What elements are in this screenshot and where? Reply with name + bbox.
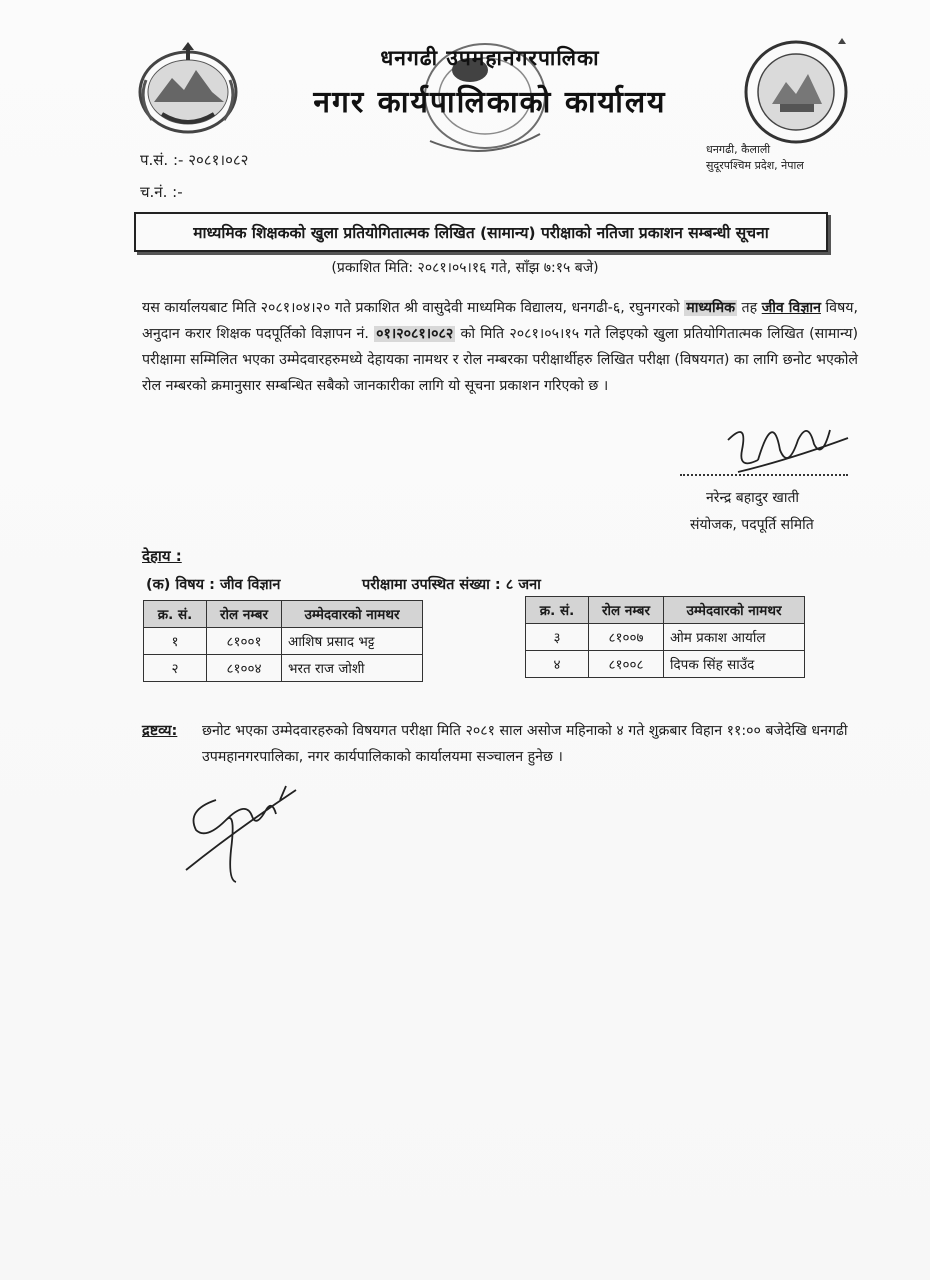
present-count: परीक्षामा उपस्थित संख्या : ८ जना — [362, 577, 541, 593]
body-text-1: यस कार्यालयबाट मिति २०८१।०४।२० गते प्रकाशित श्री वासुदेवी माध्यमिक विद्यालय, धनगढी-६, रघुनगरको — [142, 300, 685, 316]
table-header-row — [526, 597, 805, 624]
note-text: छनोट भएका उम्मेदवारहरुको विषयगत परीक्षा मिति २०८१ साल असोज महिनाको ४ गते शुक्रबार विहान ११:०० बजेदेखि धनगढी उपमहानगरपालिका, नगर कार्यपालिकाको कार्यालयमा सञ्चालन हुनेछ । — [202, 723, 848, 765]
results-table-left — [143, 600, 423, 682]
details-heading: देहाय : — [142, 547, 182, 565]
municipality-name: धनगढी उपमहानगरपालिका — [380, 46, 600, 70]
table-row — [144, 628, 423, 655]
address-line-1: धनगढी, कैलाली — [706, 143, 771, 156]
notice-title: माध्यमिक शिक्षकको खुला प्रतियोगितात्मक लिखित (सामान्य) परीक्षाको नतिजा प्रकाशन सम्बन्धी सूचना — [134, 212, 828, 252]
name-cell: ओम प्रकाश आर्याल — [664, 624, 805, 651]
details-subject: (क) विषय : जीव विज्ञान — [146, 577, 281, 593]
notice-body — [142, 295, 858, 399]
roll-cell: ८१००८ — [589, 651, 664, 678]
table-header-row — [144, 601, 423, 628]
name-cell: दिपक सिंह साउँद — [664, 651, 805, 678]
column-header: रोल नम्बर — [207, 601, 282, 628]
coordinator-signature — [718, 400, 858, 480]
name-cell: भरत राज जोशी — [282, 655, 423, 682]
body-ad-number: ०१।२०८१।०८२ — [376, 326, 454, 342]
office-name: नगर कार्यपालिकाको कार्यालय — [313, 85, 667, 120]
note-label: द्रष्टव्य: — [142, 723, 178, 739]
nepal-emblem-icon — [132, 40, 244, 136]
published-date: (प्रकाशित मिति: २०८१।०५।१६ गते, साँझ ७:१५ बजे) — [331, 260, 599, 276]
municipality-seal-icon — [742, 38, 850, 146]
column-header: उम्मेदवारको नामथर — [282, 601, 423, 628]
address-line-2: सुदूरपश्चिम प्रदेश, नेपाल — [706, 159, 804, 172]
body-text-4: को मिति २०८१।०५।१५ गते लिइएको खुला प्रतियोगितात्मक लिखित (सामान्य) परीक्षामा सम्मिलित भएका उम्मेदवारहरुमध्ये देहायका नामथर र रोल नम्बरका परीक्षार्थीहरु लिखित परीक्षा (विषयगत) का लागि छनोट भएकोले रोल नम्बरको क्रमानुसार सम्बन्धित सबैको जानकारीका लागि यो सूचना प्रकाशन गरिएको छ । — [142, 326, 858, 394]
second-signature — [176, 770, 306, 890]
roll-cell: ८१००१ — [207, 628, 282, 655]
serial-cell: ४ — [526, 651, 589, 678]
signature-line — [680, 474, 848, 476]
body-level: माध्यमिक — [686, 300, 736, 316]
body-subject: जीव विज्ञान — [761, 300, 821, 316]
body-text-3: विषय, अनुदान करार शिक्षक पदपूर्तिको विज्ञापन नं. — [142, 300, 859, 342]
serial-cell: ३ — [526, 624, 589, 651]
signatory-role: संयोजक, पदपूर्ति समिति — [690, 517, 814, 533]
roll-cell: ८१००४ — [207, 655, 282, 682]
reference-number: प.सं. :- २०८१।०८२ — [140, 151, 249, 169]
column-header: रोल नम्बर — [589, 597, 664, 624]
serial-cell: १ — [144, 628, 207, 655]
dispatch-number: च.नं. :- — [140, 183, 183, 201]
table-row — [526, 651, 805, 678]
name-cell: आशिष प्रसाद भट्ट — [282, 628, 423, 655]
table-row — [526, 624, 805, 651]
column-header: क्र. सं. — [526, 597, 589, 624]
serial-cell: २ — [144, 655, 207, 682]
column-header: उम्मेदवारको नामथर — [664, 597, 805, 624]
roll-cell: ८१००७ — [589, 624, 664, 651]
column-header: क्र. सं. — [144, 601, 207, 628]
body-text-2: तह — [737, 300, 762, 316]
signatory-name: नरेन्द्र बहादुर खाती — [706, 490, 800, 506]
table-row — [144, 655, 423, 682]
results-table-right — [525, 596, 805, 678]
